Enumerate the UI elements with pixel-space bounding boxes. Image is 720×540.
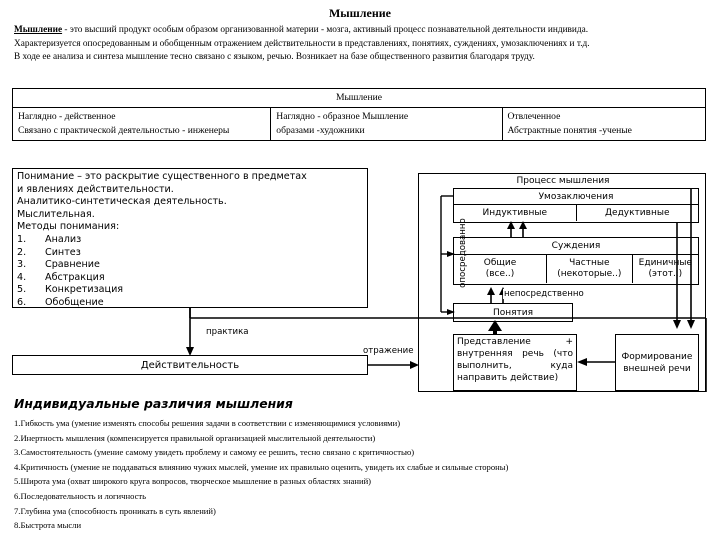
type-title-1: Наглядно - действенное: [18, 111, 116, 122]
external-speech-inner: [616, 335, 698, 390]
external-speech-line-1: Формирование: [621, 351, 693, 362]
representation-block: [453, 334, 577, 391]
inference-subtypes: [454, 205, 698, 221]
judgement-singular-top: Единичные: [638, 258, 693, 268]
concepts-block: [453, 303, 573, 322]
page-title: Мышление: [328, 6, 392, 20]
judgement-general-top: Общие: [483, 258, 517, 268]
intro-line-1-text: - это высший продукт особым образом организованной материи - мозга, активный процесс познавательной деятельности индивида.: [62, 25, 589, 35]
connector-label-praktika: практика: [206, 327, 249, 337]
judgements-cells: [454, 255, 698, 283]
inference-title: Умозаключения: [454, 189, 698, 205]
understanding-line-3: Аналитико-синтетическая деятельность.: [17, 196, 227, 208]
list-item: 7.Глубина ума (способность проникать в суть явлений): [14, 505, 216, 516]
judgement-singular-bottom: (этот..): [648, 269, 683, 279]
list-item: 1.Гибкость ума (умение изменять способы решения задачи в соответствии с изменяющимися условиями): [14, 418, 401, 428]
list-item: 5.Широта ума (охват широкого круга вопросов, творческое мышление в разных областях знаний): [14, 476, 372, 487]
representation-line-2: внутренняя речь (что: [457, 349, 573, 359]
process-title: Процесс мышления: [516, 176, 610, 186]
judgements-title: Суждения: [454, 238, 698, 255]
type-desc-1: Связано с практической деятельностью - инженеры: [18, 125, 230, 136]
judgement-general-bottom: (все..): [485, 269, 515, 279]
method-label-3: Сравнение: [45, 259, 100, 271]
reality-box: [12, 355, 368, 375]
understanding-line-1: Понимание – это раскрытие существенного в предметах: [17, 171, 307, 182]
representation-line-3: выполнить, куда: [457, 361, 573, 371]
intro-line-2: Характеризуется опосредованным и обобщенным отражением действительности в представлениях, понятиях, суждениях, умозаключениях и т.д.: [14, 38, 590, 49]
concepts-label: Понятия: [492, 307, 534, 318]
list-item: 3.Самостоятельность (умение самому увидеть проблему и самому ее решить, тесно связано с критичностью): [14, 447, 415, 458]
understanding-line-2: и явлениях действительности.: [17, 183, 174, 195]
understanding-line-4: Мыслительная.: [17, 208, 95, 220]
judgement-particular-bottom: (некоторые..): [557, 269, 622, 279]
connector-label-neposredstvenno: непосредственно: [504, 289, 584, 299]
external-speech-block: [615, 334, 699, 391]
method-label-4: Абстракция: [45, 271, 105, 283]
method-num-2: 2.: [17, 246, 27, 258]
judgement-particular: [547, 255, 633, 283]
thinking-process-diagram: [418, 173, 706, 392]
method-label-1: Анализ: [45, 233, 82, 245]
method-label-6: Обобщение: [45, 296, 104, 308]
connector-label-otrazhenie: отражение: [363, 346, 414, 356]
list-item: 8.Быстрота мысли: [14, 520, 82, 531]
method-num-4: 4.: [17, 271, 27, 283]
judgement-particular-top: Частные: [569, 258, 610, 268]
method-num-3: 3.: [17, 259, 27, 271]
list-item: 6.Последовательность и логичность: [14, 490, 147, 501]
type-desc-3: Абстрактные понятия -ученые: [507, 125, 632, 136]
list-item: 4.Критичность (умение не поддаваться влиянию чужих мыслей, умение их правильно оценить, увидеть их слабые и сильные стороны): [14, 461, 509, 472]
method-label-2: Синтез: [45, 246, 81, 258]
external-speech-line-2: внешней речи: [623, 363, 691, 374]
method-label-5: Конкретизация: [45, 284, 124, 296]
inference-block: [453, 188, 699, 223]
method-num-5: 5.: [17, 284, 27, 296]
reality-label: Действительность: [140, 359, 240, 371]
intro-line-3: В ходе ее анализа и синтеза мышление тесно связано с языком, речью. Возникает на базе общественного развития благодаря труду.: [14, 52, 535, 62]
inference-inductive: Индуктивные: [454, 205, 577, 221]
inference-deductive: Дедуктивные: [605, 208, 670, 218]
connector-label-oposredovanno: опосредованно: [458, 218, 468, 288]
type-desc-2: образами -художники: [276, 125, 365, 136]
table-header-cell: Мышление: [13, 89, 706, 108]
representation-line-1: Представление +: [457, 337, 573, 347]
judgement-general: [454, 255, 547, 283]
type-title-2: Наглядно - образное Мышление: [276, 111, 409, 122]
judgements-block: [453, 237, 699, 285]
method-num-6: 6.: [17, 296, 27, 308]
intro-lead-term: Мышление: [14, 25, 63, 35]
representation-line-4: направить действие): [457, 373, 559, 383]
method-num-1: 1.: [17, 233, 27, 245]
individual-differences-title: Индивидуальные различия мышления: [14, 396, 293, 411]
individual-differences-list: [14, 416, 714, 533]
understanding-line-5: Методы понимания:: [17, 221, 120, 233]
list-item: 2.Инертность мышления (компенсируется правильной организацией мыслительной деятельности): [14, 432, 376, 443]
type-title-3: Отвлеченное: [507, 111, 561, 122]
judgement-singular: [633, 255, 698, 283]
